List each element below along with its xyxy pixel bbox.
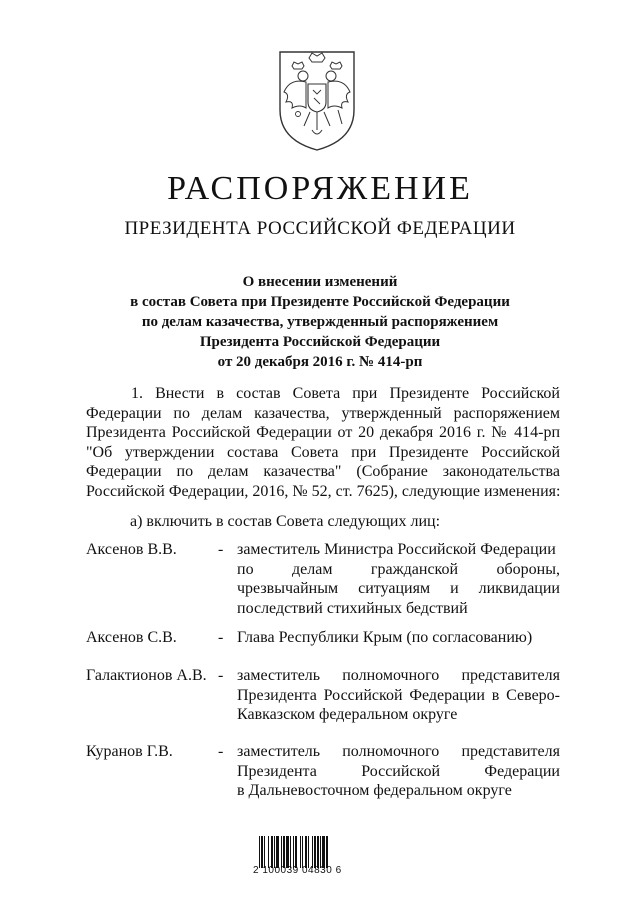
paragraph-line: Российской Федерации, 2016, № 52, ст. 7625), следующие изменения: [86, 482, 561, 500]
member-name: Куранов Г.В. [86, 743, 173, 760]
item-a-text: а) включить в состав Совета следующих лиц: [130, 513, 441, 530]
document-subtitle: ПРЕЗИДЕНТА РОССИЙСКОЙ ФЕДЕРАЦИИ [124, 218, 516, 239]
description-line: заместитель полномочного представителя [237, 667, 560, 684]
paragraph-line: 1. Внести в состав Совета при Президенте Российской [131, 385, 560, 402]
heading-line: О внесении изменений [242, 274, 398, 290]
member-name: Галактионов А.В. [86, 667, 207, 684]
heading-line: Президента Российской Федерации [199, 334, 441, 350]
coat-of-arms-emblem [276, 48, 358, 152]
description-line: Глава Республики Крым (по согласованию) [237, 629, 533, 646]
entry-dash: - [218, 629, 224, 646]
description-line: заместитель Министра Российской Федерации [237, 541, 556, 558]
heading-line: в состав Совета при Президенте Российской Федерации [130, 294, 510, 310]
member-description [237, 666, 560, 725]
description-line: Президента Российской Федерации в Северо- [237, 686, 560, 704]
member-description [237, 628, 560, 648]
description-line: последствий стихийных бедствий [237, 599, 468, 617]
description-line: по делам гражданской обороны, [237, 560, 560, 578]
entry-dash: - [218, 667, 224, 684]
heading-line: по делам казачества, утвержденный распоряжением [141, 314, 499, 330]
member-name: Аксенов В.В. [86, 541, 177, 558]
document-heading [0, 272, 640, 372]
description-line: чрезвычайным ситуациям и ликвидации [237, 580, 560, 597]
paragraph-1 [86, 384, 560, 501]
description-line: заместитель полномочного представителя [237, 743, 560, 760]
member-name: Аксенов С.В. [86, 629, 177, 646]
description-line: Кавказском федеральном округе [237, 706, 458, 723]
entry-dash: - [218, 541, 224, 558]
description-line: в Дальневосточном федеральном округе [237, 782, 512, 799]
heading-line: от 20 декабря 2016 г. № 414-рп [217, 354, 423, 370]
entry-dash: - [218, 743, 224, 760]
paragraph-line: "Об утверждении состава Совета при Президенте Российской [86, 443, 560, 461]
description-line: Президента Российской Федерации [237, 762, 560, 780]
barcode-number: 2 100039 04830 6 [253, 865, 342, 876]
member-description [237, 540, 560, 618]
paragraph-line: Федерации по делам казачества, утвержденный распоряжением [86, 404, 560, 422]
member-description [237, 742, 560, 801]
paragraph-line: Президента Российской Федерации от 20 декабря 2016 г. № 414-рп [86, 424, 560, 441]
document-title: РАСПОРЯЖЕНИЕ [167, 170, 473, 207]
paragraph-line: Федерации по делам казачества" (Собрание законодательства [86, 463, 560, 480]
